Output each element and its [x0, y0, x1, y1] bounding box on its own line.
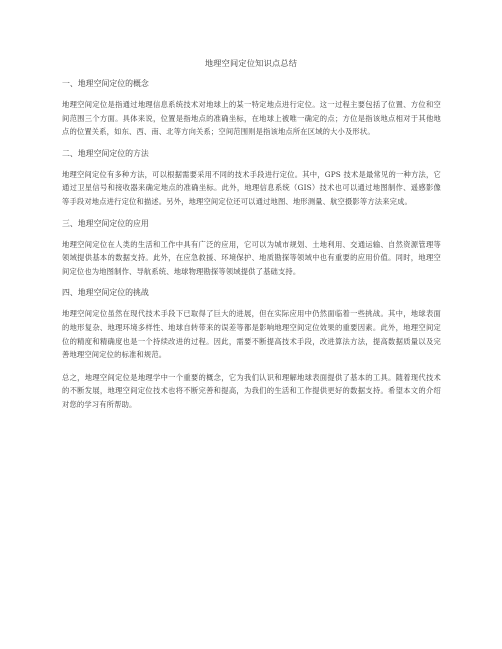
section-heading: 四、地理空间定位的挑战 [62, 288, 149, 298]
section-applications [62, 218, 441, 279]
section-paragraph: 地理空间定位是指通过地理信息系统技术对地球上的某一特定地点进行定位。这一过程主要包括了位置、方位和空间范围三个方面。具体来说，位置是指地点的准确坐标，在地球上被唯一确定的点；方位是指该地点相对于其他地点的位置关系，如东、西、南、北等方向关系；空间范围则是指该地点所在区域的大小及形状。 [62, 100, 441, 137]
section-paragraph: 地理空间定位虽然在现代技术手段下已取得了巨大的进展，但在实际应用中仍然面临着一些挑战。其中，地球表面的地形复杂、地理环境多样性、地球自转带来的误差等都是影响地理空间定位效果的重要因素。此外，地理空间定位的精度和精确度也是一个持续改进的过程。因此，需要不断提高技术手段，改进算法方法，提高数据质量以及完善地理空间定位的标准和规范。 [62, 309, 441, 360]
section-heading: 二、地理空间定位的方法 [62, 148, 149, 158]
document-title: 地理空间定位知识点总结 [204, 58, 298, 68]
document-body [62, 78, 441, 421]
section-concept [62, 78, 441, 139]
section-paragraph: 地理空间定位有多种方法，可以根据需要采用不同的技术手段进行定位。其中，GPS 技术是最常见的一种方法，它通过卫星信号和接收器来确定地点的准确坐标。此外，地理信息系统（GIS）技术也可以通过地图制作、遥感影像等手段对地点进行定位和描述。另外，地理空间定位还可以通过地图、地形测量、航空摄影等方法来完成。 [62, 169, 441, 206]
section-methods [62, 148, 441, 209]
section-heading: 一、地理空间定位的概念 [62, 79, 149, 88]
section-heading: 三、地理空间定位的应用 [62, 218, 149, 228]
conclusion-paragraph: 总之，地理空间定位是地理学中一个重要的概念，它为我们认识和理解地球表面提供了基本的工具。随着现代技术的不断发展，地理空间定位技术也将不断完善和提高，为我们的生活和工作提供更好的数据支持。希望本文的介绍对您的学习有所帮助。 [62, 372, 441, 409]
section-paragraph: 地理空间定位在人类的生活和工作中具有广泛的应用，它可以为城市规划、土地利用、交通运输、自然资源管理等领域提供基本的数据支持。此外，在应急救援、环境保护、地质勘探等领域中也有重要的应用价值。同时，地理空间定位也为地图制作、导航系统、地球物理勘探等领域提供了基础支持。 [62, 239, 441, 276]
section-challenges [62, 287, 441, 361]
